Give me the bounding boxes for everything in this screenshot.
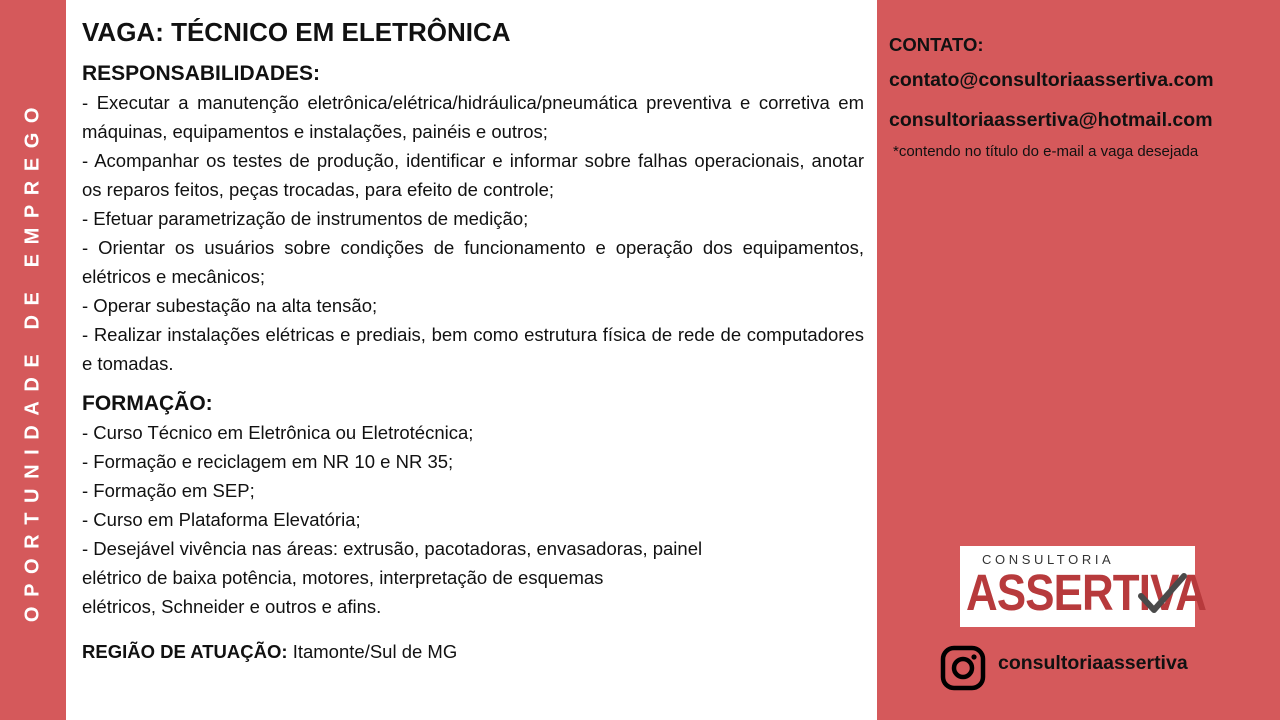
responsibility-item: - Operar subestação na alta tensão; bbox=[82, 295, 378, 316]
vertical-banner-text: OPORTUNIDADE DE EMPREGO bbox=[21, 97, 44, 623]
contact-block bbox=[889, 30, 1269, 164]
education-item: - Desejável vivência nas áreas: extrusão, pacotadoras, envasadoras, painel bbox=[82, 538, 703, 559]
education-item: - Formação em SEP; bbox=[82, 480, 255, 501]
responsibilities-title: RESPONSABILIDADES: bbox=[82, 62, 321, 85]
education-item: - Curso em Plataforma Elevatória; bbox=[82, 509, 361, 530]
responsibility-item: - Orientar os usuários sobre condições de funcionamento e operação dos equipamentos, elétricos e mecânicos; bbox=[82, 237, 864, 287]
responsibility-item: - Acompanhar os testes de produção, identificar e informar sobre falhas operacionais, anotar os reparos feitos, peças trocadas, para efeito de controle; bbox=[82, 150, 864, 200]
logo-main-text: ASSERTIVA bbox=[966, 564, 1207, 621]
logo-top-text: CONSULTORIA bbox=[982, 552, 1115, 567]
responsibility-item: - Efetuar parametrização de instrumentos de medição; bbox=[82, 208, 529, 229]
contact-note: *contendo no título do e-mail a vaga desejada bbox=[893, 143, 1199, 160]
region-label: REGIÃO DE ATUAÇÃO: bbox=[82, 641, 288, 662]
hotmail-email-link[interactable]: consultoriaassertiva@hotmail.com bbox=[889, 109, 1213, 131]
education-item: elétrico de baixa potência, motores, interpretação de esquemas bbox=[82, 567, 604, 588]
responsibility-item: - Realizar instalações elétricas e prediais, bem como estrutura física de rede de computadores e tomadas. bbox=[82, 324, 864, 374]
region-value: Itamonte/Sul de MG bbox=[287, 641, 458, 662]
contact-email-link[interactable]: contato@consultoriaassertiva.com bbox=[889, 69, 1214, 91]
left-sidebar bbox=[0, 0, 66, 720]
education-item: - Formação e reciclagem em NR 10 e NR 35; bbox=[82, 451, 454, 472]
education-title: FORMAÇÃO: bbox=[82, 392, 213, 415]
education-item: - Curso Técnico em Eletrônica ou Eletrotécnica; bbox=[82, 422, 474, 443]
job-posting bbox=[82, 14, 864, 666]
assertiva-logo bbox=[960, 546, 1207, 627]
instagram-icon[interactable] bbox=[940, 645, 986, 691]
job-title: VAGA: TÉCNICO EM ELETRÔNICA bbox=[82, 17, 511, 47]
checkmark-icon bbox=[1138, 570, 1188, 620]
responsibility-item: - Executar a manutenção eletrônica/elétrica/hidráulica/pneumática preventiva e corretiva em máquinas, equipamentos e instalações, painéis e outros; bbox=[82, 92, 864, 142]
instagram-handle[interactable]: consultoriaassertiva bbox=[998, 652, 1188, 674]
region-line bbox=[82, 637, 864, 666]
contact-label: CONTATO: bbox=[889, 34, 984, 55]
education-item: elétricos, Schneider e outros e afins. bbox=[82, 596, 382, 617]
